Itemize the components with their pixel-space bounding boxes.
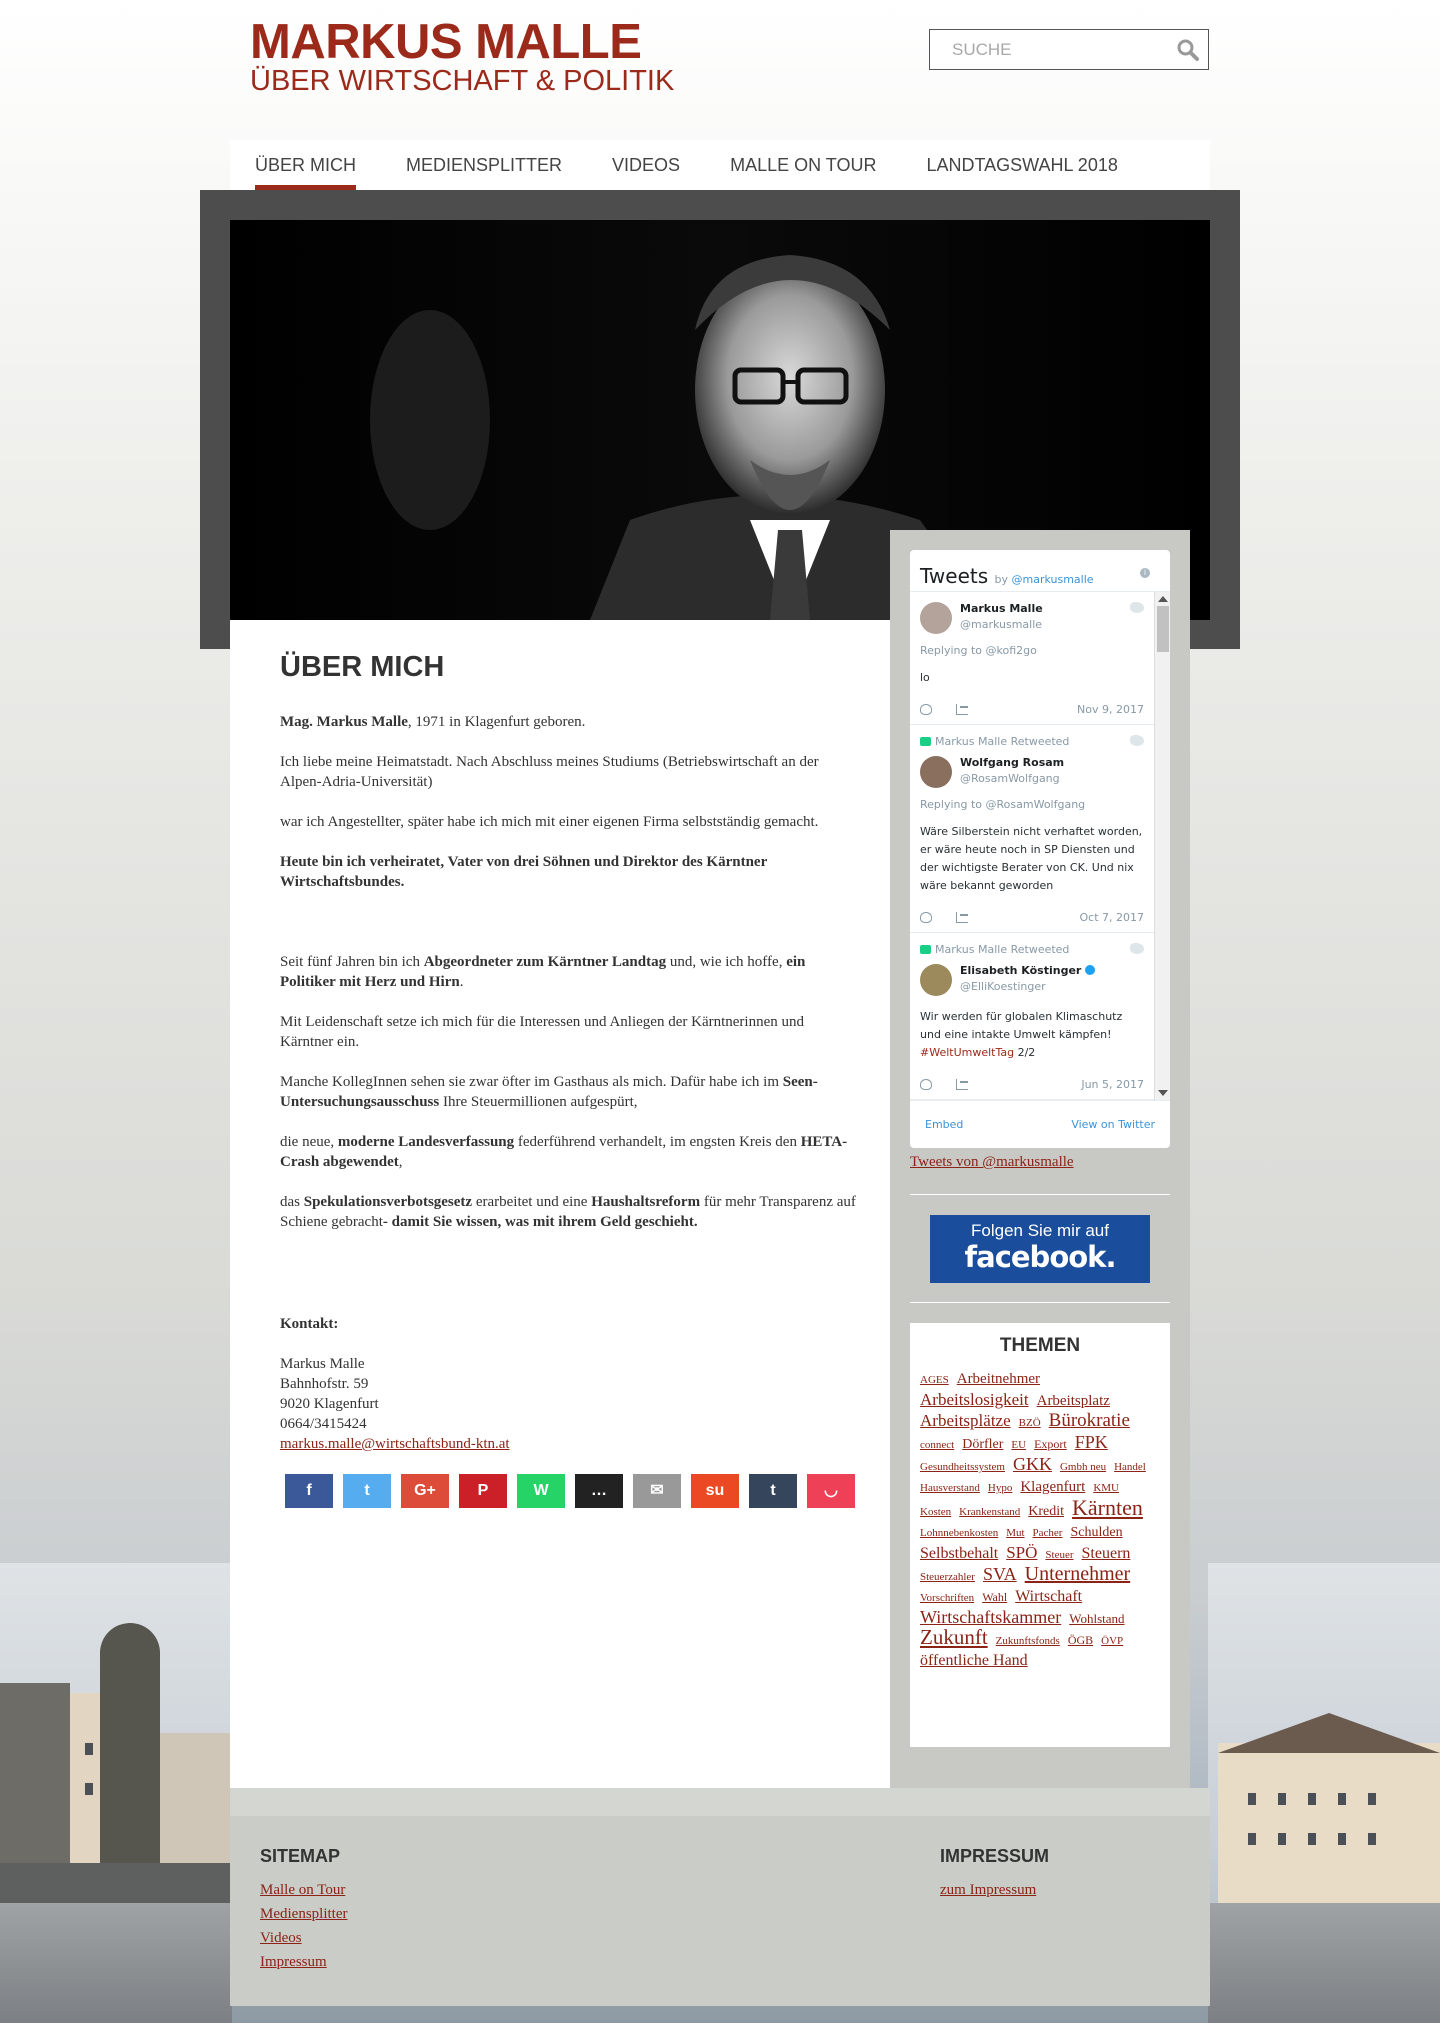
stumbleupon-icon: su — [705, 1482, 725, 1499]
retweet-icon — [920, 945, 931, 954]
contact-name: Markus Malle — [280, 1356, 365, 1372]
embed-link[interactable]: Embed — [925, 1118, 964, 1131]
site-subtitle: ÜBER WIRTSCHAFT & POLITIK — [250, 65, 675, 97]
retweet-icon — [920, 737, 931, 746]
main-nav — [230, 140, 1210, 190]
tweet[interactable] — [910, 592, 1154, 725]
divider — [910, 1302, 1170, 1303]
tag-link[interactable]: connect — [920, 1439, 955, 1451]
tag-link[interactable]: FPK — [1074, 1432, 1108, 1452]
info-icon[interactable]: i — [1140, 568, 1150, 578]
footer-strip — [230, 1788, 1210, 1816]
tag-link[interactable]: Zukunftsfonds — [995, 1635, 1060, 1647]
retweet-label: Markus Malle Retweeted — [920, 735, 1144, 748]
avatar[interactable] — [920, 964, 952, 996]
tag-link[interactable]: Selbstbehalt — [920, 1545, 999, 1562]
article-paragraph: Ich liebe meine Heimatstadt. Nach Abschluss meines Studiums (Betriebswirtschaft an der Alpen-Adria-Universität) — [280, 754, 819, 790]
tag-link[interactable]: AGES — [920, 1374, 949, 1386]
tweet-date[interactable]: Oct 7, 2017 — [1079, 911, 1144, 924]
article-paragraph: Mag. Markus Malle, 1971 in Klagenfurt geboren. — [280, 714, 586, 730]
twitter-share-button[interactable] — [343, 1474, 391, 1508]
tag-link[interactable]: Dörfler — [962, 1437, 1004, 1452]
twitter-header: Tweets by @markusmalle i — [910, 550, 1170, 592]
tag-link[interactable]: Zukunft — [920, 1625, 988, 1649]
pinterest-icon: P — [477, 1482, 489, 1499]
article-paragraph: die neue, moderne Landesverfassung federführend verhandelt, im engsten Kreis den HETA-Crash abgewendet, — [280, 1134, 848, 1170]
article-paragraph: Seit fünf Jahren bin ich Abgeordneter zum Kärntner Landtag und, wie ich hoffe, ein Politiker mit Herz und Hirn. — [280, 954, 806, 990]
article-paragraph: Heute bin ich verheiratet, Vater von drei Söhnen und Direktor des Kärntner Wirtschaftsbundes. — [280, 854, 767, 890]
tag-link[interactable]: Steuern — [1081, 1545, 1131, 1562]
tweets-von-link[interactable]: Tweets von @markusmalle — [910, 1154, 1074, 1170]
tag-link[interactable]: Lohnnebenkosten — [920, 1527, 999, 1539]
page-title: ÜBER MICH — [280, 651, 445, 683]
twitter-bird-icon — [1130, 735, 1144, 746]
footer-link-mediensplitter[interactable]: Mediensplitter — [260, 1906, 348, 1922]
twitter-timeline-widget — [910, 550, 1170, 1148]
avatar[interactable] — [920, 756, 952, 788]
tag-cloud — [920, 1369, 1160, 1670]
article-paragraph: das Spekulationsverbotsgesetz erarbeitet und eine Haushaltsreform für mehr Transparenz auf Schiene gebracht- damit Sie wissen, was mit ihrem Geld geschieht. — [280, 1194, 856, 1230]
contact-street: Bahnhofstr. 59 — [280, 1376, 369, 1392]
email-share-button[interactable] — [633, 1474, 681, 1508]
tweet-author-handle[interactable]: @ElliKoestinger — [960, 980, 1046, 993]
search-box — [929, 29, 1209, 70]
hashtag-link[interactable]: #WeltUmweltTag — [920, 1046, 1015, 1059]
scrollbar[interactable] — [1154, 592, 1170, 1100]
footer — [230, 1788, 1210, 2006]
search-icon[interactable] — [1176, 38, 1200, 62]
search-input[interactable] — [950, 30, 1170, 69]
email-icon: ✉ — [650, 1482, 664, 1499]
tag-link[interactable]: Unternehmer — [1024, 1563, 1131, 1585]
impressum-title: IMPRESSUM — [940, 1846, 1050, 1866]
facebook-follow-text: Folgen Sie mir auf — [971, 1221, 1109, 1240]
tag-cloud-widget — [910, 1323, 1170, 1747]
tweet-author-name[interactable]: Elisabeth Köstinger — [960, 964, 1095, 977]
stumbleupon-share-button[interactable] — [691, 1474, 739, 1508]
tag-link[interactable]: Hausverstand — [920, 1482, 980, 1494]
tweet-reply-to: Replying to @RosamWolfgang — [920, 798, 1086, 811]
tag-link[interactable]: SPÖ — [1006, 1543, 1038, 1562]
tag-link[interactable]: Wirtschaftskammer — [920, 1607, 1062, 1627]
tweet-author-handle[interactable]: @markusmalle — [960, 618, 1043, 631]
share-icon[interactable] — [956, 1079, 968, 1090]
share-icon[interactable] — [956, 912, 968, 923]
tweet-reply-to: Replying to @kofi2go — [920, 644, 1037, 657]
twitter-bird-icon — [1130, 943, 1144, 954]
tag-link[interactable]: Export — [1034, 1437, 1067, 1451]
contact-block — [280, 1354, 860, 1454]
nav-item-malle-on-tour[interactable]: MALLE ON TOUR — [730, 155, 877, 175]
facebook-icon: f — [306, 1482, 312, 1499]
contact-label: Kontakt: — [280, 1316, 339, 1332]
tag-link[interactable]: Hypo — [987, 1482, 1013, 1494]
tumblr-icon: t — [770, 1482, 776, 1499]
whatsapp-icon: W — [533, 1482, 549, 1499]
article-paragraph: Manche KollegInnen sehen sie zwar öfter im Gasthaus als mich. Dafür habe ich im Seen-Untersuchungsausschuss Ihre Steuermillionen aufgespürt, — [280, 1074, 818, 1110]
retweet-label: Markus Malle Retweeted — [920, 943, 1144, 956]
tag-link[interactable]: Schulden — [1070, 1525, 1123, 1540]
nav-item-videos[interactable]: VIDEOS — [612, 155, 681, 175]
contact-phone: 0664/3415424 — [280, 1416, 367, 1432]
avatar[interactable] — [920, 602, 952, 634]
pocket-icon: ◡ — [824, 1482, 838, 1499]
footer-link-malle-on-tour[interactable]: Malle on Tour — [260, 1882, 346, 1898]
tag-cloud-title: THEMEN — [999, 1335, 1081, 1356]
tag-link[interactable]: öffentliche Hand — [920, 1652, 1028, 1669]
like-icon[interactable] — [920, 704, 932, 715]
article-paragraph: war ich Angestellter, später habe ich mich mit einer eigenen Firma selbstständig gemacht. — [280, 814, 819, 830]
tag-link[interactable]: Pacher — [1032, 1527, 1063, 1539]
tweet-author-name[interactable]: Markus Malle — [960, 602, 1043, 615]
tag-link[interactable]: Kosten — [920, 1506, 952, 1518]
twitter-bird-icon — [1130, 602, 1144, 613]
google-plus-icon: G+ — [414, 1482, 436, 1499]
tag-link[interactable]: Arbeitsplatz — [1036, 1393, 1110, 1409]
tag-link[interactable]: Bürokratie — [1048, 1410, 1130, 1431]
tumblr-share-button[interactable] — [749, 1474, 797, 1508]
footer-link-impressum[interactable]: Impressum — [260, 1954, 327, 1970]
tag-link[interactable]: SVA — [982, 1564, 1017, 1584]
tag-link[interactable]: Arbeitsplätze — [920, 1411, 1011, 1430]
tag-link[interactable]: Kredit — [1028, 1504, 1065, 1519]
facebook-follow-button[interactable] — [930, 1215, 1150, 1283]
tweet-text: Wir werden für globalen Klimaschutz und eine intakte Umwelt kämpfen! #WeltUmweltTag 2/2 — [920, 1010, 1123, 1059]
tag-link[interactable]: ÖVP — [1101, 1635, 1124, 1647]
tag-link[interactable]: Gmbh neu — [1059, 1461, 1107, 1473]
footer-link-videos[interactable]: Videos — [260, 1930, 302, 1946]
footer-sitemap — [260, 1844, 347, 1974]
scroll-down-arrow-icon[interactable] — [1158, 1090, 1168, 1096]
verified-icon — [1085, 965, 1095, 975]
nav-item-landtagswahl-2018[interactable]: LANDTAGSWAHL 2018 — [926, 155, 1118, 175]
tag-link[interactable]: Gesundheitssystem — [920, 1461, 1005, 1473]
tag-link[interactable]: Steuerzahler — [920, 1571, 975, 1583]
scrollbar-thumb[interactable] — [1157, 606, 1169, 652]
background-city-right — [1208, 1563, 1440, 2023]
tag-link[interactable]: GKK — [1012, 1454, 1052, 1474]
tag-link[interactable]: ÖGB — [1067, 1633, 1094, 1647]
twitter-title: Tweets — [920, 564, 989, 588]
sitemap-title: SITEMAP — [260, 1846, 341, 1866]
tag-link[interactable]: Arbeitslosigkeit — [920, 1390, 1029, 1409]
tweet-author-name[interactable]: Wolfgang Rosam — [960, 756, 1065, 769]
tweet-date[interactable]: Jun 5, 2017 — [1081, 1078, 1144, 1091]
view-on-twitter-link[interactable]: View on Twitter — [1071, 1118, 1155, 1131]
google-plus-share-button[interactable] — [401, 1474, 449, 1508]
footer-impressum — [940, 1844, 1049, 1902]
tweet[interactable] — [910, 725, 1154, 933]
contact-city: 9020 Klagenfurt — [280, 1396, 379, 1412]
scroll-up-arrow-icon[interactable] — [1158, 596, 1168, 602]
article-paragraph: Mit Leidenschaft setze ich mich für die Interessen und Anliegen der Kärntnerinnen und Kärntner ein. — [280, 1014, 804, 1050]
share-icon[interactable] — [956, 704, 968, 715]
contact-email-link[interactable]: markus.malle@wirtschaftsbund-ktn.at — [280, 1436, 510, 1452]
twitter-handle-link[interactable]: @markusmalle — [1011, 573, 1094, 586]
tag-link[interactable]: Handel — [1114, 1461, 1146, 1473]
tag-link[interactable]: Arbeitnehmer — [956, 1371, 1041, 1387]
twitter-footer — [910, 1100, 1170, 1148]
sidebar — [890, 530, 1190, 1788]
tweet-text: lo — [920, 671, 930, 684]
tag-link[interactable]: Krankenstand — [959, 1506, 1021, 1518]
tag-link[interactable]: EU — [1011, 1439, 1027, 1451]
facebook-logo: facebook. — [964, 1240, 1116, 1274]
tweet-text: Wäre Silberstein nicht verhaftet worden, er wäre heute noch in SP Diensten und der wichtigste Berater von CK. Und nix wäre bekannt geworden — [920, 825, 1143, 892]
pinterest-share-button[interactable] — [459, 1474, 507, 1508]
tag-link[interactable]: KMU — [1093, 1482, 1119, 1494]
share-buttons — [285, 1474, 860, 1508]
nav-item-mediensplitter[interactable]: MEDIENSPLITTER — [406, 155, 563, 175]
twitter-icon: t — [364, 1482, 370, 1499]
tag-link[interactable]: Wahl — [982, 1590, 1008, 1604]
divider — [910, 1194, 1170, 1195]
facebook-share-button[interactable] — [285, 1474, 333, 1508]
tag-link[interactable]: Wirtschaft — [1015, 1588, 1083, 1605]
tag-link[interactable]: Kärnten — [1072, 1495, 1143, 1520]
tweet-author-handle[interactable]: @RosamWolfgang — [960, 772, 1060, 785]
sms-icon: … — [591, 1482, 607, 1499]
tag-link[interactable]: Klagenfurt — [1020, 1479, 1086, 1495]
site-title[interactable]: MARKUS MALLE — [250, 15, 642, 69]
sms-share-button[interactable] — [575, 1474, 623, 1508]
site-branding[interactable] — [250, 14, 674, 96]
twitter-timeline[interactable] — [910, 592, 1154, 1100]
background-city-left — [0, 1563, 232, 2023]
tweet-date[interactable]: Nov 9, 2017 — [1077, 703, 1144, 716]
tag-link[interactable]: Mut — [1006, 1527, 1025, 1539]
whatsapp-share-button[interactable] — [517, 1474, 565, 1508]
footer-link-zum-impressum[interactable]: zum Impressum — [940, 1882, 1037, 1898]
article — [280, 650, 860, 1508]
tag-link[interactable]: BZÖ — [1018, 1417, 1041, 1429]
like-icon[interactable] — [920, 912, 932, 923]
nav-item-ueber-mich[interactable]: ÜBER MICH — [255, 140, 356, 190]
pocket-share-button[interactable] — [807, 1474, 855, 1508]
tweet[interactable] — [910, 933, 1154, 1100]
tag-link[interactable]: Steuer — [1045, 1549, 1074, 1561]
main-content — [230, 620, 890, 1788]
like-icon[interactable] — [920, 1079, 932, 1090]
tag-link[interactable]: Vorschriften — [920, 1592, 975, 1604]
tag-link[interactable]: Wohlstand — [1069, 1611, 1125, 1626]
